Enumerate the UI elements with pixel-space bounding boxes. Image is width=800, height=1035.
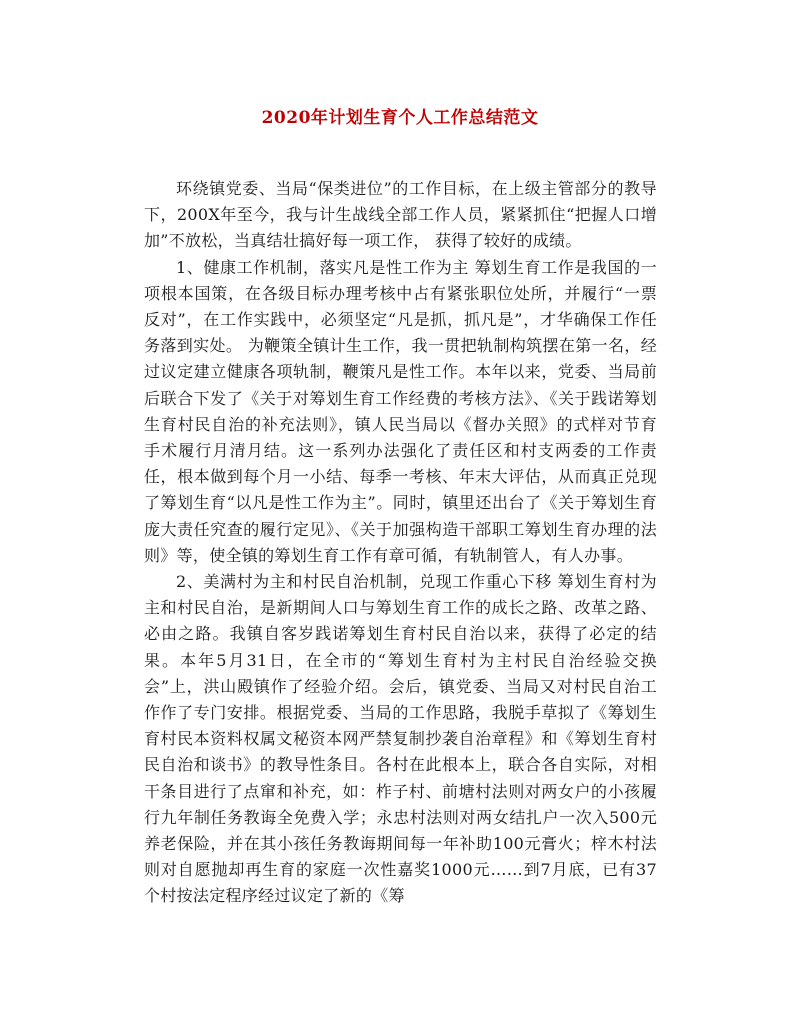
document-body: [144, 176, 657, 910]
section-2-paragraph: 2、美满村为主和村民自治机制，兑现工作重心下移 筹划生育村为主和村民自治，是新期间人口与筹划生育工作的成长之路、改革之路、必由之路。我镇自客岁践诺筹划生育村民自治以来，获得了必定的结果。本年5月31日，在全市的“筹划生育村为主村民自治经验交换会”上，洪山殿镇作了经验介绍。会后，镇党委、当局又对村民自治工作作了专门安排。根据党委、当局的工作思路，我脱手草拟了《筹划生育村民本资料权属文秘资本网严禁复制抄袭自治章程》和《筹划生育村民自治和谈书》的教导性条目。各村在此根本上，联合各自实际，对相干条目进行了点窜和补充，如：柞子村、前塘村法则对两女户的小孩履行九年制任务教诲全免费入学；永忠村法则对两女结扎户一次入500元养老保险，并在其小孩任务教诲期间每一年补助100元膏火；梓木村法则对自愿抛却再生育的家庭一次性嘉奖1000元……到7月底，已有37个村按法定程序经过议定了新的《筹: [144, 572, 657, 906]
section-1-paragraph: 1、健康工作机制，落实凡是性工作为主 筹划生育工作是我国的一项根本国策，在各级目标办理考核中占有紧张职位处所，并履行“一票反对”，在工作实践中，必须坚定“凡是抓，抓凡是”，才华确保工作任务落到实处。 为鞭策全镇计生工作，我一贯把轨制构筑摆在第一名，经过议定建立健康各项轨制，鞭策凡是性工作。本年以来，党委、当局前后联合下发了《关于对筹划生育工作经费的考核方法》、《关于践诺筹划生育村民自治的补充法则》，镇人民当局以《督办关照》的式样对节育手术履行月清月结。这一系列办法强化了责任区和村支两委的工作责任，根本做到每个月一小结、每季一考核、年末大评估，从而真正兑现了筹划生育“以凡是性工作为主”。同时，镇里还出台了《关于筹划生育庞大责任究查的履行定见》、《关于加强构造干部职工筹划生育办理的法则》等，使全镇的筹划生育工作有章可循，有轨制管人，有人办事。: [144, 257, 657, 565]
document-title: 2020年计划生育个人工作总结范文: [261, 108, 539, 128]
intro-paragraph: 环绕镇党委、当局“保类进位”的工作目标，在上级主管部分的教导下，200X年至今，我与计生战线全部工作人员，紧紧抓住“把握人口增加”不放松，当真结壮搞好每一项工作， 获得了较好的成绩。: [144, 179, 657, 251]
